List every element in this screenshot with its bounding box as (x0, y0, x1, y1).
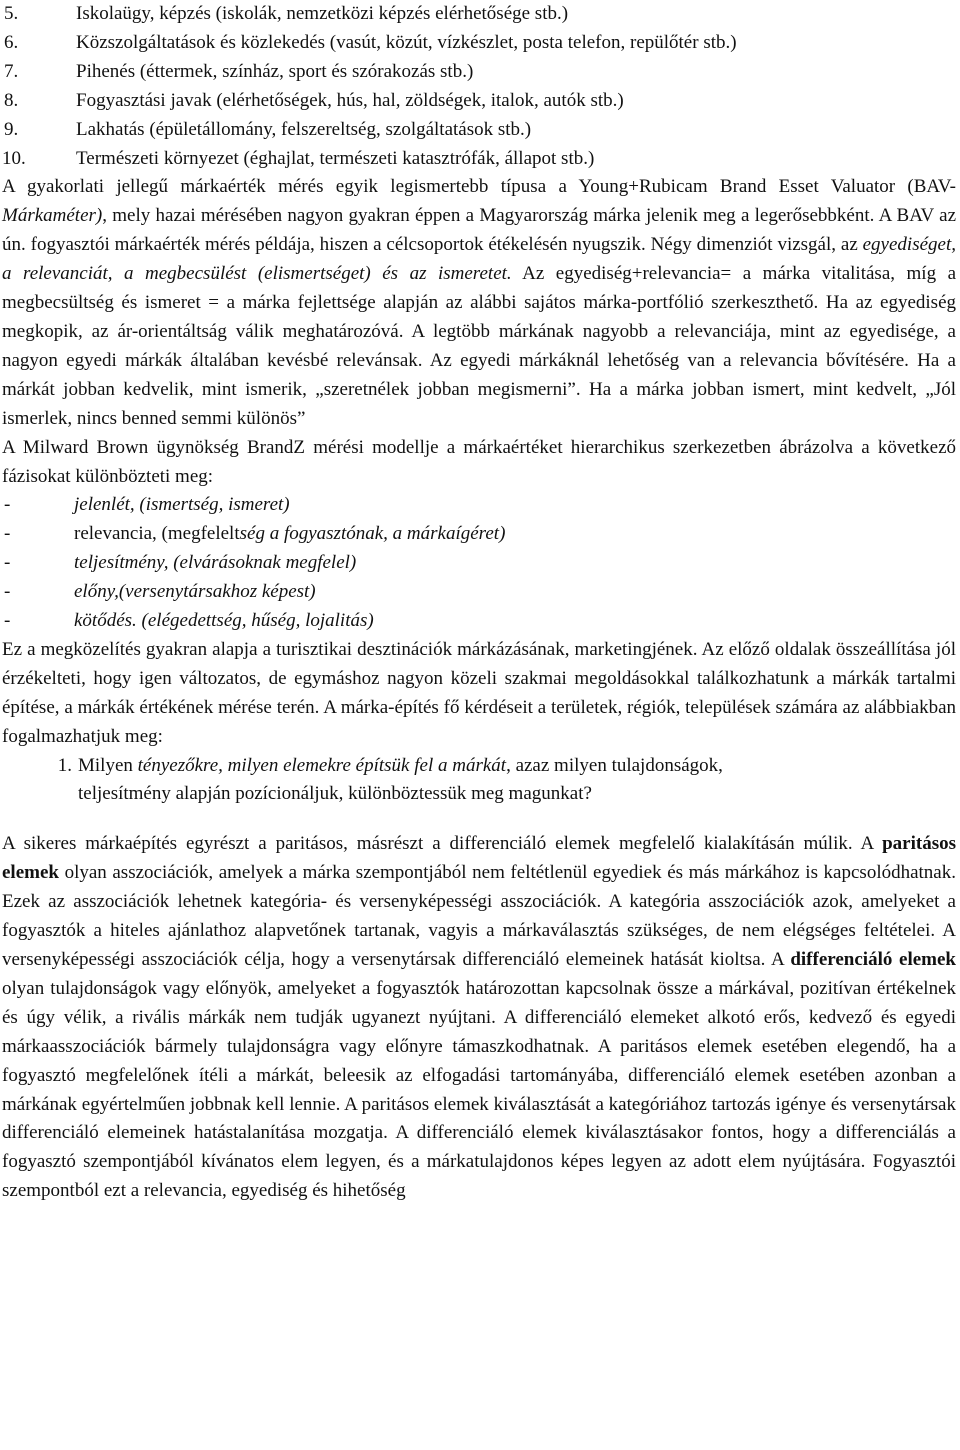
list-number: 9. (4, 118, 19, 140)
spacer (2, 809, 956, 830)
text-span: olyan asszociációk, amelyek a márka szempontjából nem feltétlenül egyediek és más márkához is kapcsolódhatnak. Ezek az asszociációk lehetnek kategória- és versenyképességi asszociációk. A kategória asszociációk azok, amelyeket a fogyasztók a hiteles ajánlathoz alapvetőnek tartanak, vagyis a márkaválasztás szükséges, de nem elégséges feltételei. A versenyképességi asszociációk célja, hogy a versenytársak differenciáló elemeinek hatását kioltsa. A (2, 862, 956, 970)
list-number: 6. (4, 31, 19, 53)
paragraph-bav (2, 173, 956, 433)
list-item (2, 116, 956, 145)
list-number: 5. (4, 3, 19, 24)
list-item (2, 607, 956, 636)
list-item (2, 491, 956, 520)
italic-span: egyediséget, a relevanciát, a megbecsülést (elismertséget) és az ismeretet. (2, 234, 956, 285)
italic-span: ség a fogyasztónak, a márkaígéret) (239, 523, 506, 545)
bold-term: paritásos elemek (2, 833, 956, 884)
list-text: Természeti környezet (éghajlat, természeti katasztrófák, állapot stb.) (76, 147, 595, 169)
list-text (74, 520, 505, 549)
list-text: Iskolaügy, képzés (iskolák, nemzetközi képzés elérhetősége stb.) (76, 3, 569, 24)
list-number: 8. (4, 89, 19, 111)
italic-span: kötődés. (elégedettség, hűség, lojalitás) (74, 610, 374, 632)
list-number: 10. (2, 147, 26, 169)
italic-span: jelenlét, (ismertség, ismeret) (74, 494, 290, 516)
list-item (2, 58, 956, 87)
dash-marker: - (4, 581, 11, 603)
italic-span: teljesítmény, (elvárásoknak megfelel) (74, 552, 357, 574)
list-item (2, 0, 956, 29)
bold-term: differenciáló elemek (790, 949, 956, 970)
question-item (2, 752, 956, 810)
text-span: Az egyediség+relevancia= a márka vitalitása, míg a megbecsültség és ismeret = a márka fejlettsége alapján az alábbi sajátos márka-portfólió szerkeszthető. Ha az egyediség megkopik, az ár-orientáltság válik meghatározóvá. A legtöbb márkának nagyobb a relevanciája, mint az egyedisége, a nagyon egyedi márkák általában kevésbé relevánsak. Az egyedi márkáknál lehetőség van a relevancia bővítésére. Ha a márkát jobban kedvelik, mint ismerik, „szeretnélek jobban megismerni”. Ha a márka jobban ismert, mint kedvelt, „Jól ismerlek, nincs benned semmi különös” (2, 263, 957, 429)
italic-span: tényezőkre, milyen elemekre építsük fel a márkát (137, 754, 507, 776)
list-item (2, 29, 956, 58)
list-text: Lakhatás (épületállomány, felszereltség, szolgáltatások stb.) (76, 118, 532, 140)
list-text (74, 491, 290, 520)
text-span: , mely hazai mérésében nagyon gyakran éppen a Magyarország márka jelenik meg a legerősebbként. A BAV az ún. fogyasztói márkaérték mérés példája, hiszen a célcsoportok étékelésén nyugszik. Négy dimenziót vizsgál, az (2, 205, 956, 256)
dash-marker: - (4, 610, 11, 632)
italic-span: előny,(versenytársakhoz képest) (74, 581, 316, 603)
italic-span: Márkaméter) (2, 205, 103, 227)
dash-marker: - (4, 552, 11, 574)
paragraph-tourism: Ez a megközelítés gyakran alapja a turisztikai desztinációk márkázásának, marketingjének. Az előző oldalak összeállítása jól érzékelteti, hogy igen változatos, de egymáshoz nagyon közeli szakmai megoldásokkal találkozhatunk a márkák tartalmi építése, a márkák értékének mérése terén. A márka-építés fő kérdéseit a területek, régiók, települések számára az alábbiakban fogalmazhatjuk meg: (2, 638, 956, 747)
list-text (74, 607, 374, 636)
list-text (74, 549, 356, 578)
text-span: , azaz milyen tulajdonságok, teljesítmény alapján pozícionáljuk, különböztessük meg magunkat? (78, 754, 723, 805)
text-span: A sikeres márkaépítés egyrészt a paritásos, másrészt a differenciáló elemek megfelelő kialakításán múlik. A (2, 833, 883, 855)
phase-list (2, 491, 956, 636)
list-text (74, 578, 316, 607)
question-text (78, 752, 956, 810)
list-text: Pihenés (éttermek, színház, sport és szórakozás stb.) (76, 60, 474, 82)
dash-marker: - (4, 494, 11, 516)
list-item (2, 549, 956, 578)
list-text: Közszolgáltatások és közlekedés (vasút, közút, vízkészlet, posta telefon, repülőtér stb.) (76, 31, 737, 53)
list-text: Fogyasztási javak (elérhetőségek, hús, hal, zöldségek, italok, autók stb.) (76, 89, 624, 111)
text-span: relevancia, (megfelelt (74, 523, 240, 545)
list-number: 1. (57, 754, 72, 776)
factor-list (2, 0, 956, 173)
list-number: 7. (4, 60, 19, 82)
text-span: A gyakorlati jellegű márkaérték mérés egyik legismertebb típusa a Young+Rubicam Brand Esset Valuator (BAV- (2, 176, 956, 198)
dash-marker: - (4, 523, 11, 545)
list-item (2, 87, 956, 116)
list-item (2, 578, 956, 607)
paragraph-brandz: A Milward Brown ügynökség BrandZ mérési modellje a márkaértéket hierarchikus szerkezetben ábrázolva a következő fázisokat különbözteti meg: (2, 436, 956, 487)
text-span: olyan tulajdonságok vagy előnyök, amelyeket a fogyasztók határozottan kapcsolnak össze a márkával, pozitívan értékelnek és úgy vélik, a rivális márkák nem tudják ugyanezt nyújtani. A differenciáló elemeket alkotó erős, kedvező és egyedi márkaasszociációk bármely tulajdonságra vagy előnyre támaszkodhatnak. A paritásos elemek esetében elegendő, ha a fogyasztó megfelelőnek ítéli a márkát, beleesik az elfogadási tartományába, differenciáló elemek esetében azonban a márkának egyértelműen jobbnak kell lennie. A paritásos elemek kiválasztását a kategóriához tartozás igénye és versenytársak differenciáló elemeinek hatástalanítása mozgatja. A differenciáló elemek kiválasztásakor fontos, hogy a differenciálás a fogyasztó szempontjából kívánatos elem legyen, és a márkatulajdonos képes legyen az adott elem nyújtására. Fogyasztói szempontból ezt a relevancia, egyediség és hihetőség (2, 977, 956, 1202)
list-item (2, 145, 956, 174)
list-item (2, 520, 956, 549)
text-span: Milyen (78, 754, 138, 776)
paragraph-elements (2, 830, 956, 1206)
